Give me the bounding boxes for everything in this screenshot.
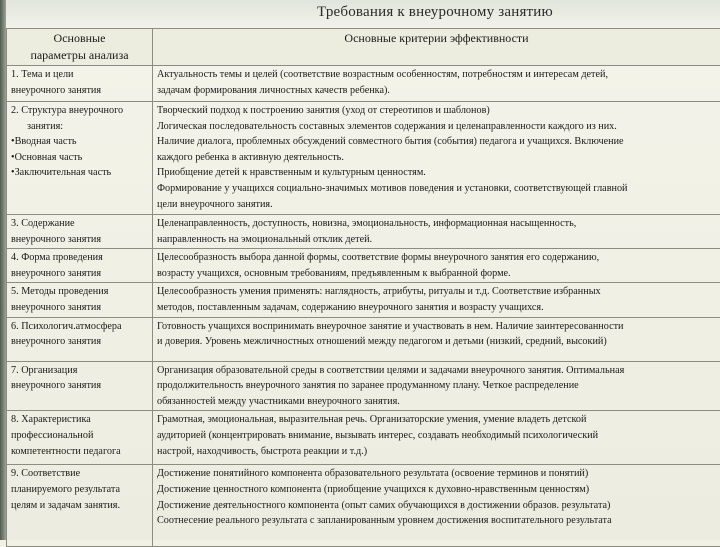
header-criteria: Основные критерии эффективности [153, 29, 720, 66]
criteria-line: Организация образовательной среды в соответствии целями и задачами внеурочного занятия. Оптимальная [157, 363, 716, 379]
criteria-line: Целесообразность выбора данной формы, соответствие формы внеурочного занятия его содержанию, [157, 250, 716, 266]
criteria-cell [153, 465, 720, 547]
criteria-line: Соотнесение реального результата с запланированным уровнем достижения воспитательного результата [157, 513, 716, 529]
table-row [7, 66, 720, 102]
requirements-table [6, 28, 720, 547]
parameter-cell [7, 249, 153, 283]
parameter-cell [7, 361, 153, 411]
criteria-cell [153, 215, 720, 249]
parameter-cell [7, 411, 153, 465]
parameter-line: 5. Методы проведения [11, 284, 148, 300]
slide-title: Требования к внеурочному занятию [150, 4, 720, 21]
criteria-line: продолжительность внеурочного занятия по заранее продуманному плану. Четкое распределение [157, 378, 716, 394]
criteria-line: аудиторией (концентрировать внимание, вызывать интерес, создавать необходимый психологический [157, 428, 716, 444]
criteria-cell [153, 283, 720, 317]
parameter-line: 2. Структура внеурочного [11, 103, 148, 119]
table-header-row [7, 29, 720, 66]
table-row [7, 283, 720, 317]
criteria-line: Целесообразность умения применять: наглядность, атрибуты, ритуалы и т.д. Соответствие избранных [157, 284, 716, 300]
criteria-line: направленность на эмоциональный отклик детей. [157, 232, 716, 248]
parameter-line: 8. Характеристика [11, 412, 148, 428]
criteria-cell [153, 66, 720, 102]
criteria-line: Готовность учащихся воспринимать внеурочное занятие и участвовать в нем. Наличие заинтересованности [157, 319, 716, 335]
parameter-line: •Вводная часть [11, 134, 148, 150]
criteria-line: Достижение ценностного компонента (приобщение учащихся к духовно-нравственным ценностям) [157, 482, 716, 498]
parameter-line: профессиональной [11, 428, 148, 444]
parameter-line: планируемого результата [11, 482, 148, 498]
parameter-line: внеурочного занятия [11, 334, 148, 350]
table-row [7, 361, 720, 411]
parameter-line: внеурочного занятия [11, 300, 148, 316]
criteria-line: Достижение понятийного компонента образовательного результата (освоение терминов и понятий) [157, 466, 716, 482]
table-row [7, 317, 720, 361]
criteria-cell [153, 249, 720, 283]
header-parameters: Основные параметры анализа [7, 29, 153, 66]
parameter-line: 1. Тема и цели [11, 67, 148, 83]
criteria-line: Логическая последовательность составных элементов содержания и целенаправленности каждого из них. [157, 119, 716, 135]
table-row [7, 102, 720, 215]
table-row [7, 215, 720, 249]
parameter-cell [7, 317, 153, 361]
criteria-cell [153, 102, 720, 215]
parameter-line: 7. Организация [11, 363, 148, 379]
criteria-line: Творческий подход к построению занятия (уход от стереотипов и шаблонов) [157, 103, 716, 119]
criteria-line: настрой, находчивость, быстрота реакции и т.д.) [157, 444, 716, 460]
criteria-line: Наличие диалога, проблемных обсуждений совместного бытия (события) педагога и учащихся. Включение [157, 134, 716, 150]
table-row [7, 249, 720, 283]
criteria-cell [153, 361, 720, 411]
parameter-line: •Основная часть [11, 150, 148, 166]
criteria-cell [153, 411, 720, 465]
parameter-line: целям и задачам занятия. [11, 498, 148, 514]
table-row [7, 465, 720, 547]
criteria-line: Актуальность темы и целей (соответствие возрастным особенностям, потребностям и интересам детей, [157, 67, 716, 83]
parameter-line: 6. Психологич.атмосфера [11, 319, 148, 335]
parameter-line: занятия: [11, 119, 148, 135]
criteria-line: Грамотная, эмоциональная, выразительная речь. Организаторские умения, умение владеть детской [157, 412, 716, 428]
criteria-line: Целенаправленность, доступность, новизна, эмоциональность, информационная насыщенность, [157, 216, 716, 232]
criteria-line: Достижение деятельностного компонента (опыт самих обучающихся в достижении образов. результата) [157, 498, 716, 514]
criteria-line: и доверия. Уровень межличностных отношений между педагогом и детьми (низкий, средний, высокий) [157, 334, 716, 350]
parameter-cell [7, 465, 153, 547]
parameter-cell [7, 215, 153, 249]
criteria-line: обязанностей между участниками внеурочного занятия. [157, 394, 716, 410]
parameter-line: внеурочного занятия [11, 83, 148, 99]
parameter-line: внеурочного занятия [11, 378, 148, 394]
parameter-line: компетентности педагога [11, 444, 148, 460]
criteria-cell [153, 317, 720, 361]
parameter-cell [7, 283, 153, 317]
criteria-line: задачам формирования личностных качеств ребенка). [157, 83, 716, 99]
criteria-line: цели внеурочного занятия. [157, 197, 716, 213]
criteria-line: каждого ребенка в активную деятельность. [157, 150, 716, 166]
criteria-line: Приобщение детей к нравственным и культурным ценностям. [157, 165, 716, 181]
parameter-cell [7, 102, 153, 215]
table-row [7, 411, 720, 465]
criteria-line: Формирование у учащихся социально-значимых мотивов поведения и установки, соответствующей главной [157, 181, 716, 197]
parameter-line: 3. Содержание [11, 216, 148, 232]
parameter-line: •Заключительная часть [11, 165, 148, 181]
criteria-line: методов, поставленным задачам, содержанию внеурочного занятия и возрасту учащихся. [157, 300, 716, 316]
parameter-line: внеурочного занятия [11, 232, 148, 248]
parameter-cell [7, 66, 153, 102]
parameter-line: 9. Соответствие [11, 466, 148, 482]
parameter-line: внеурочного занятия [11, 266, 148, 282]
parameter-line: 4. Форма проведения [11, 250, 148, 266]
criteria-line: возрасту учащихся, основным требованиям, предъявленным к выбранной форме. [157, 266, 716, 282]
